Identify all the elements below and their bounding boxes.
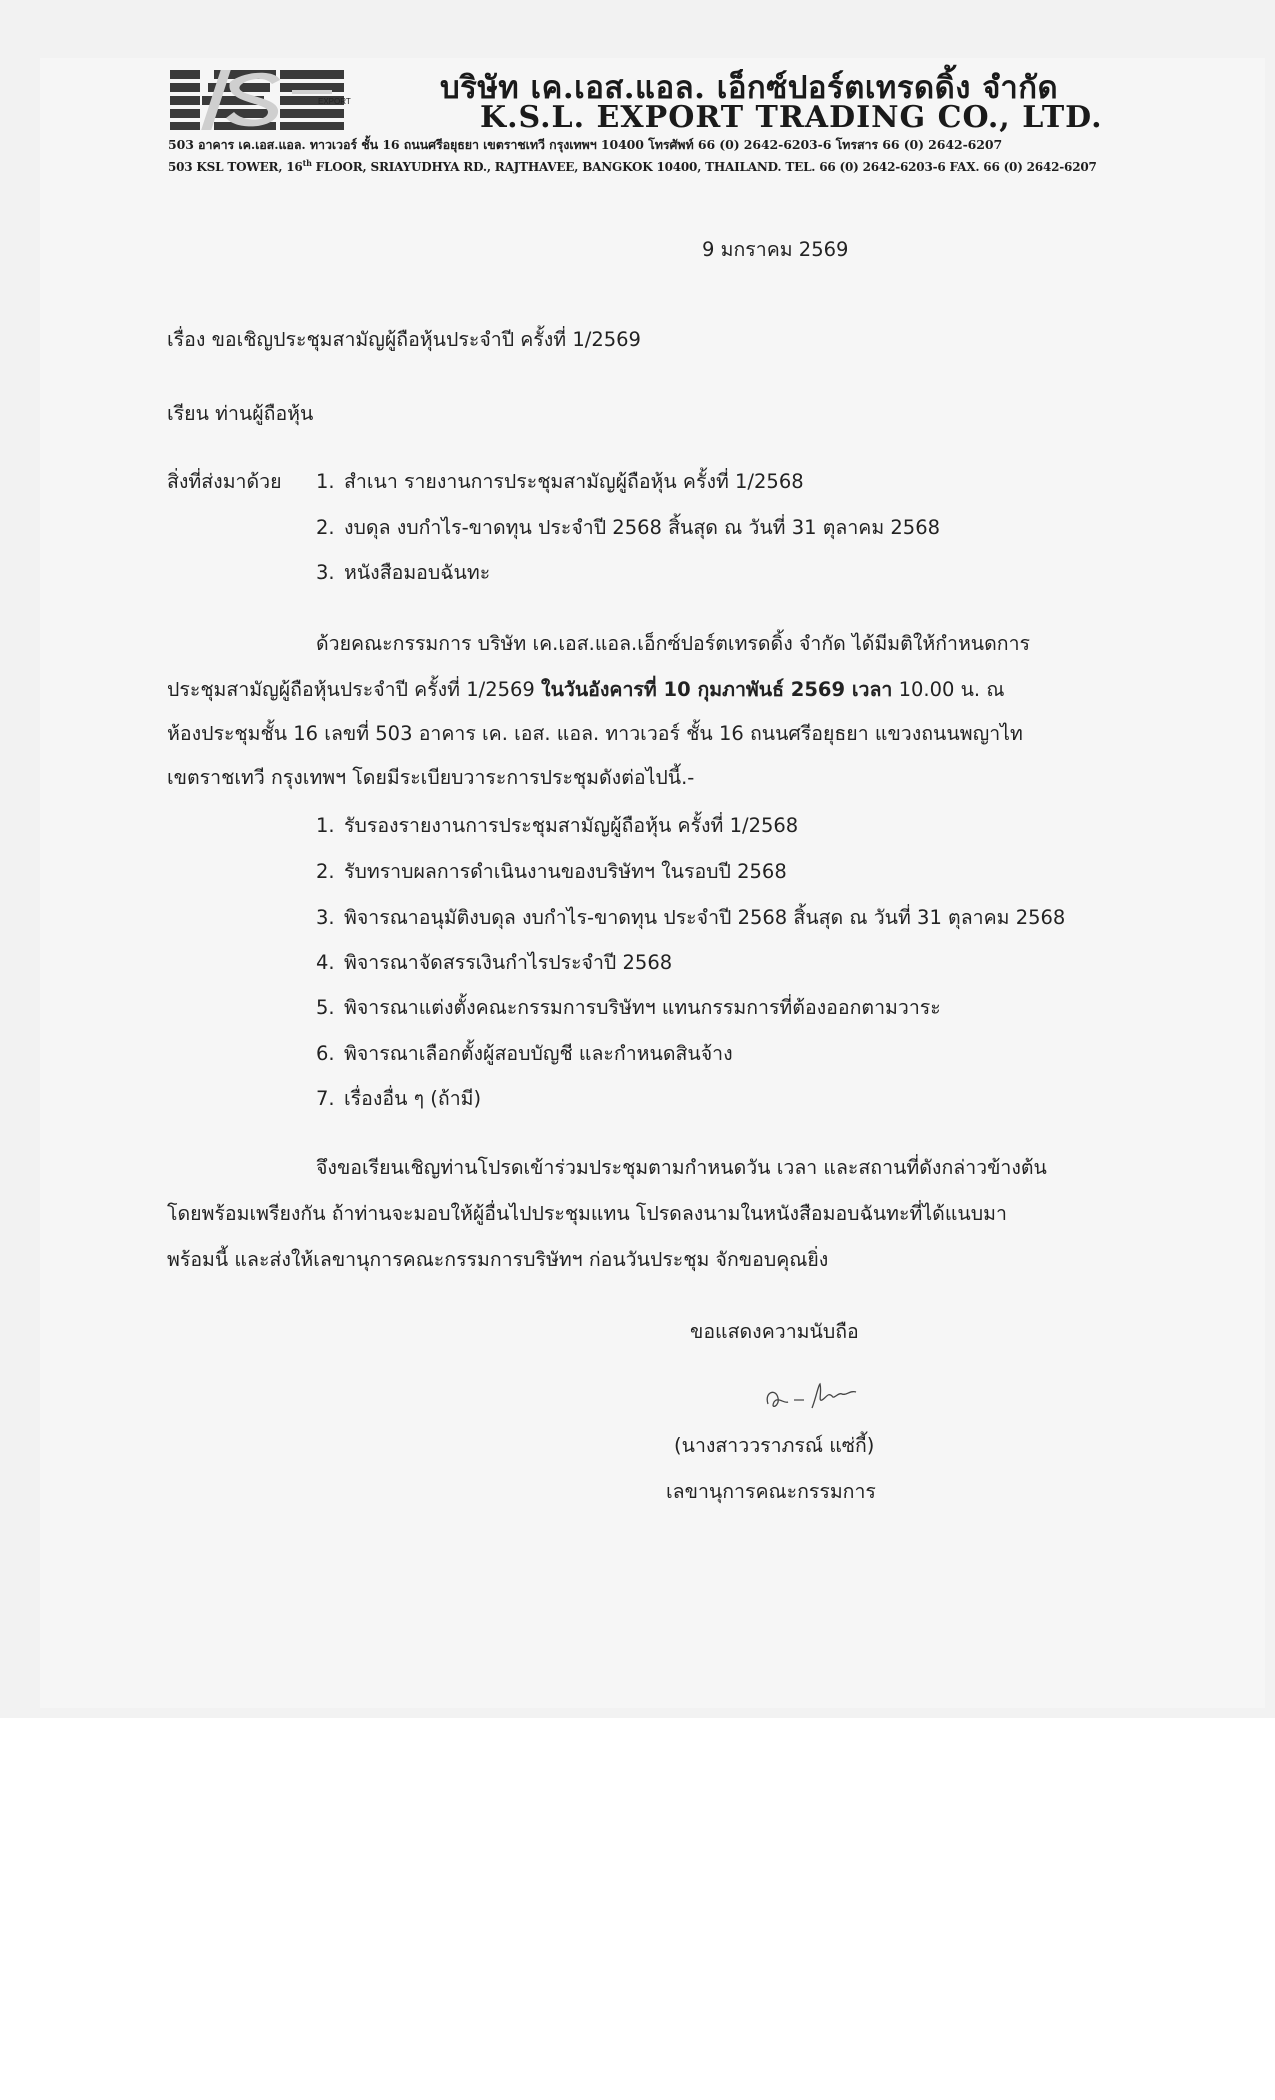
paragraph1-line4: เขตราชเทวี กรุงเทพฯ โดยมีระเบียบวาระการประชุมดังต่อไปนี้.- — [167, 766, 695, 789]
agenda-item: 6. พิจารณาเลือกตั้งผู้สอบบัญชี และกำหนดสินจ้าง — [316, 1042, 733, 1065]
address-thai: 503 อาคาร เค.เอส.แอล. ทาวเวอร์ ชั้น 16 ถนนศรีอยุธยา เขตราชเทวี กรุงเทพฯ 10400 โทรศัพท์ 66 (0) 2642-6203-6 โทรสาร 66 (0) 2642-6207 — [168, 137, 1003, 152]
letter-salutation: เรียน ท่านผู้ถือหุ้น — [167, 402, 314, 425]
enclosure-item: 2. งบดุล งบกำไร-ขาดทุน ประจำปี 2568 สิ้นสุด ณ วันที่ 31 ตุลาคม 2568 — [316, 516, 941, 539]
paragraph1-line2: ประชุมสามัญผู้ถือหุ้นประจำปี ครั้งที่ 1/2569 ในวันอังคารที่ 10 กุมภาพันธ์ 2569 เวลา 10.00 น. ณ — [167, 678, 1005, 701]
company-name-thai: บริษัท เค.เอส.แอล. เอ็กซ์ปอร์ตเทรดดิ้ง จำกัด — [440, 70, 1059, 106]
agenda-item: 1. รับรองรายงานการประชุมสามัญผู้ถือหุ้น ครั้งที่ 1/2568 — [316, 814, 799, 837]
address-english-part2: FLOOR, SRIAYUDHYA RD., RAJTHAVEE, BANGKOK 10400, THAILAND. TEL. 66 (0) 2642-6203-6 FAX. 66 (0) 2642-6207 — [311, 160, 1097, 174]
letter-subject: เรื่อง ขอเชิญประชุมสามัญผู้ถือหุ้นประจำปี ครั้งที่ 1/2569 — [167, 328, 641, 351]
agenda-item: 2. รับทราบผลการดำเนินงานของบริษัทฯ ในรอบปี 2568 — [316, 860, 787, 883]
handwritten-signature-icon — [760, 1378, 870, 1418]
enclosure-item: 1. สำเนา รายงานการประชุมสามัญผู้ถือหุ้น ครั้งที่ 1/2568 — [316, 470, 804, 493]
agenda-item: 3. พิจารณาอนุมัติงบดุล งบกำไร-ขาดทุน ประจำปี 2568 สิ้นสุด ณ วันที่ 31 ตุลาคม 2568 — [316, 906, 1066, 929]
logo-export-text: EXPORT — [318, 97, 351, 106]
enclosure-item: 3. หนังสือมอบฉันทะ — [316, 561, 491, 584]
address-english — [168, 158, 1097, 174]
agenda-item: 7. เรื่องอื่น ๆ (ถ้ามี) — [316, 1087, 482, 1110]
signer-title: เลขานุการคณะกรรมการ — [666, 1480, 876, 1503]
ksl-logo-icon — [168, 66, 358, 132]
agenda-item: 5. พิจารณาแต่งตั้งคณะกรรมการบริษัทฯ แทนกรรมการที่ต้องออกตามวาระ — [316, 996, 941, 1019]
company-name-english: K.S.L. EXPORT TRADING CO., LTD. — [480, 100, 1103, 135]
enclosures-label: สิ่งที่ส่งมาด้วย — [167, 470, 282, 493]
paragraph1-line1: ด้วยคณะกรรมการ บริษัท เค.เอส.แอล.เอ็กซ์ปอร์ตเทรดดิ้ง จำกัด ได้มีมติให้กำหนดการ — [316, 632, 1031, 655]
closing: ขอแสดงความนับถือ — [690, 1320, 859, 1343]
agenda-item: 4. พิจารณาจัดสรรเงินกำไรประจำปี 2568 — [316, 951, 673, 974]
address-english-sup: th — [302, 158, 312, 168]
paragraph2-line2: โดยพร้อมเพรียงกัน ถ้าท่านจะมอบให้ผู้อื่นไปประชุมแทน โปรดลงนามในหนังสือมอบฉันทะที่ได้แนบมา — [167, 1202, 1007, 1225]
letter-date: 9 มกราคม 2569 — [702, 238, 849, 261]
paragraph1-line3: ห้องประชุมชั้น 16 เลขที่ 503 อาคาร เค. เอส. แอล. ทาวเวอร์ ชั้น 16 ถนนศรีอยุธยา แขวงถนนพญาไท — [167, 722, 1023, 745]
address-english-part1: 503 KSL TOWER, 16 — [168, 160, 303, 174]
paragraph2-line1: จึงขอเรียนเชิญท่านโปรดเข้าร่วมประชุมตามกำหนดวัน เวลา และสถานที่ดังกล่าวข้างต้น — [316, 1156, 1047, 1179]
signer-name: (นางสาววราภรณ์ แซ่กี้) — [674, 1434, 875, 1457]
paragraph2-line3: พร้อมนี้ และส่งให้เลขานุการคณะกรรมการบริษัทฯ ก่อนวันประชุม จักขอบคุณยิ่ง — [167, 1248, 829, 1271]
meeting-datetime: ในวันอังคารที่ 10 กุมภาพันธ์ 2569 เวลา — [541, 678, 893, 701]
